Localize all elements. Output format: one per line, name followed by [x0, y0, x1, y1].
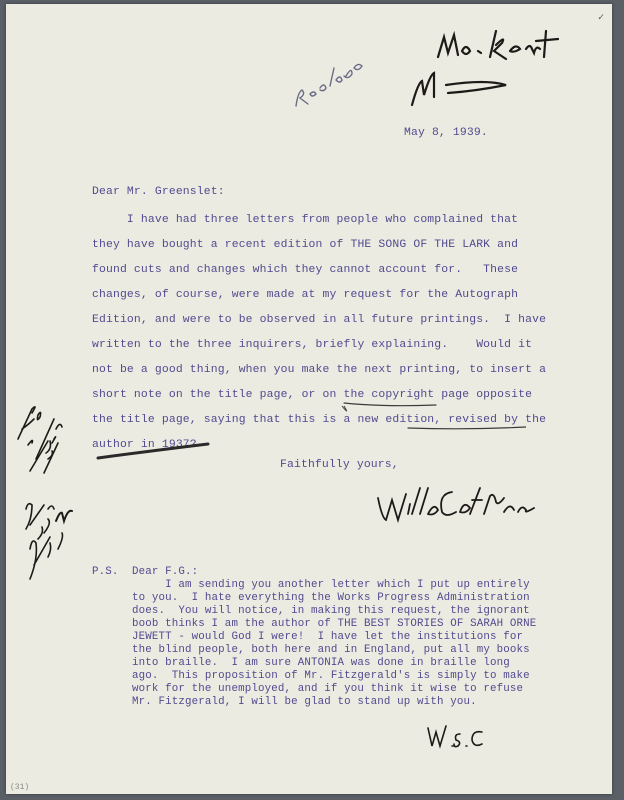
ps-body-line: to you. I hate everything the Works Progress Administration [132, 592, 530, 604]
letter-body-line: short note on the title page, or on the copyright page opposite [92, 389, 533, 401]
handwritten-margin-note [8, 389, 88, 629]
ps-body-line: into braille. I am sure ANTONIA was done in braille long [132, 657, 510, 669]
ps-label: P.S. [92, 566, 119, 578]
ps-body-line: JEWETT - would God I were! I have let the institutions for [132, 631, 524, 643]
corner-check-mark: ✓ [597, 13, 604, 24]
letter-body-line: Edition, and were to be observed in all future printings. I have [92, 314, 547, 326]
letter-body-line: I have had three letters from people who complained that [92, 214, 519, 226]
footer-code: (31) [10, 783, 30, 792]
letter-date: May 8, 1939. [404, 127, 488, 139]
letter-body-line: written to the three inquirers, briefly explaining. Would it [92, 339, 533, 351]
ps-body-line: Mr. Fitzgerald, I will be glad to stand up with you. [132, 696, 477, 708]
letter-body-line: they have bought a recent edition of THE SONG OF THE LARK and [92, 239, 519, 251]
ps-body-line: boob thinks I am the author of THE BEST STORIES OF SARAH ORNE [132, 618, 537, 630]
ps-salutation: Dear F.G.: [132, 566, 199, 578]
ps-body-line: work for the unemployed, and if you think it wise to refuse [132, 683, 524, 695]
margin-note-second-line [26, 504, 36, 505]
letter-body-line: not be a good thing, when you make the next printing, to insert a [92, 364, 547, 376]
letter-body-line: changes, of course, were made at my request for the Autograph [92, 289, 519, 301]
handwritten-recleared-annotation [290, 36, 380, 116]
letter-body-line: found cuts and changes which they cannot account for. These [92, 264, 519, 276]
letter-body-line: author in 1937? [92, 439, 197, 451]
letter-salutation: Dear Mr. Greenslet: [92, 186, 225, 198]
handwritten-top-right-annotation [386, 19, 566, 119]
margin-initials [56, 524, 57, 525]
handwritten-initials-top [416, 66, 417, 67]
ps-body-line: the blind people, both here and in England, put all my books [132, 644, 530, 656]
pencil-underline-marks [86, 394, 526, 464]
letter-closing: Faithfully yours, [280, 459, 399, 471]
ps-body-line: I am sending you another letter which I put up entirely [132, 579, 530, 591]
letter-body-line: the title page, saying that this is a new edition, revised by the [92, 414, 547, 426]
letter-page [6, 4, 612, 794]
signature-willa-cather [372, 484, 542, 528]
ps-handwritten-initials [424, 722, 494, 752]
ps-body-line: does. You will notice, in making this request, the ignorant [132, 605, 530, 617]
ps-body-line: ago. This proposition of Mr. Fitzgerald's is simply to make [132, 670, 530, 682]
